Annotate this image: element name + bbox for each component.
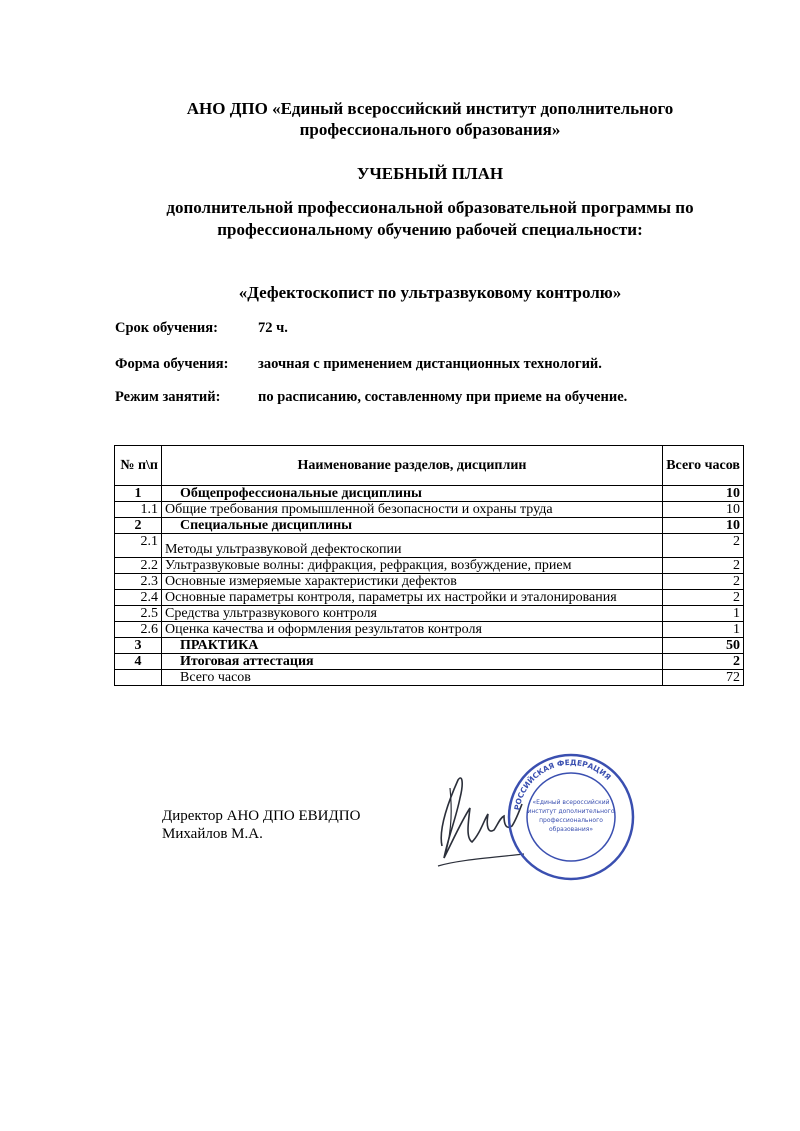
stamp-outer-text: РОССИЙСКАЯ ФЕДЕРАЦИЯ [512, 757, 613, 811]
table-row [115, 654, 744, 670]
table-row [115, 622, 744, 638]
director-block [162, 807, 360, 843]
stamp-inner-line1: «Единый всероссийский [532, 799, 610, 806]
org-name-line1: АНО ДПО «Единый всероссийский институт дополнительного [186, 99, 674, 118]
duration-value: 72 ч. [258, 320, 288, 336]
row-name: Оценка качества и оформления результатов контроля [162, 622, 663, 638]
table-row [115, 590, 744, 606]
row-hours: 1 [663, 606, 744, 622]
duration-label: Срок обучения: [115, 320, 218, 336]
table-row [115, 558, 744, 574]
table-row [115, 534, 744, 558]
row-num: 2.5 [115, 606, 162, 622]
row-name: Специальные дисциплины [162, 518, 663, 534]
director-title: Директор АНО ДПО ЕВИДПО [162, 808, 361, 824]
total-hours: 72 [663, 670, 744, 686]
curriculum-table [114, 445, 744, 686]
total-num [115, 670, 162, 686]
row-num: 2 [115, 518, 162, 534]
stamp-inner-line2: институт дополнительного [527, 808, 615, 815]
row-num: 2.4 [115, 590, 162, 606]
subtitle-line2: профессиональному обучению рабочей специальности: [217, 220, 643, 239]
mode-value: по расписанию, составленному при приеме на обучение. [258, 389, 628, 405]
total-label: Всего часов [162, 670, 663, 686]
row-hours: 50 [663, 638, 744, 654]
row-hours: 2 [663, 574, 744, 590]
row-num: 1.1 [115, 502, 162, 518]
program-name: «Дефектоскопист по ультразвуковому контролю» [238, 283, 622, 302]
document-subtitle [100, 197, 760, 241]
row-num: 3 [115, 638, 162, 654]
table-row [115, 486, 744, 502]
row-name: Средства ультразвукового контроля [162, 606, 663, 622]
mode-label: Режим занятий: [115, 389, 221, 405]
org-header [100, 98, 760, 140]
row-hours: 2 [663, 558, 744, 574]
row-name: Ультразвуковые волны: дифракция, рефракция, возбуждение, прием [162, 558, 663, 574]
table-row [115, 606, 744, 622]
row-name: Основные измеряемые характеристики дефектов [162, 574, 663, 590]
form-value: заочная с применением дистанционных технологий. [258, 356, 602, 372]
row-name: Итоговая аттестация [162, 654, 663, 670]
row-hours: 2 [663, 654, 744, 670]
table-row [115, 574, 744, 590]
row-hours: 10 [663, 518, 744, 534]
row-hours: 10 [663, 486, 744, 502]
row-num: 2.3 [115, 574, 162, 590]
row-name: Методы ультразвуковой дефектоскопии [162, 534, 663, 558]
header-num: № п\п [115, 446, 162, 486]
stamp-inner-line3: профессионального [539, 817, 603, 824]
row-num: 2.1 [115, 534, 162, 558]
table-header-row [115, 446, 744, 486]
document-title: УЧЕБНЫЙ ПЛАН [356, 164, 504, 183]
row-name: Общие требования промышленной безопасности и охраны труда [162, 502, 663, 518]
row-hours: 10 [663, 502, 744, 518]
row-num: 2.2 [115, 558, 162, 574]
row-name: Основные параметры контроля, параметры их настройки и эталонирования [162, 590, 663, 606]
table-total-row [115, 670, 744, 686]
row-hours: 1 [663, 622, 744, 638]
organization-stamp [506, 752, 636, 882]
header-name: Наименование разделов, дисциплин [162, 446, 663, 486]
subtitle-line1: дополнительной профессиональной образовательной программы по [166, 198, 694, 217]
row-num: 4 [115, 654, 162, 670]
row-name: Общепрофессиональные дисциплины [162, 486, 663, 502]
form-label: Форма обучения: [115, 356, 229, 372]
table-row [115, 502, 744, 518]
table-row [115, 638, 744, 654]
org-name-line2: профессионального образования» [299, 120, 561, 139]
row-hours: 2 [663, 590, 744, 606]
stamp-inner-line4: образования» [548, 826, 594, 833]
row-num: 1 [115, 486, 162, 502]
row-num: 2.6 [115, 622, 162, 638]
table-row [115, 518, 744, 534]
row-hours: 2 [663, 534, 744, 558]
director-name: Михайлов М.А. [162, 826, 263, 842]
header-hours: Всего часов [663, 446, 744, 486]
row-name: ПРАКТИКА [162, 638, 663, 654]
